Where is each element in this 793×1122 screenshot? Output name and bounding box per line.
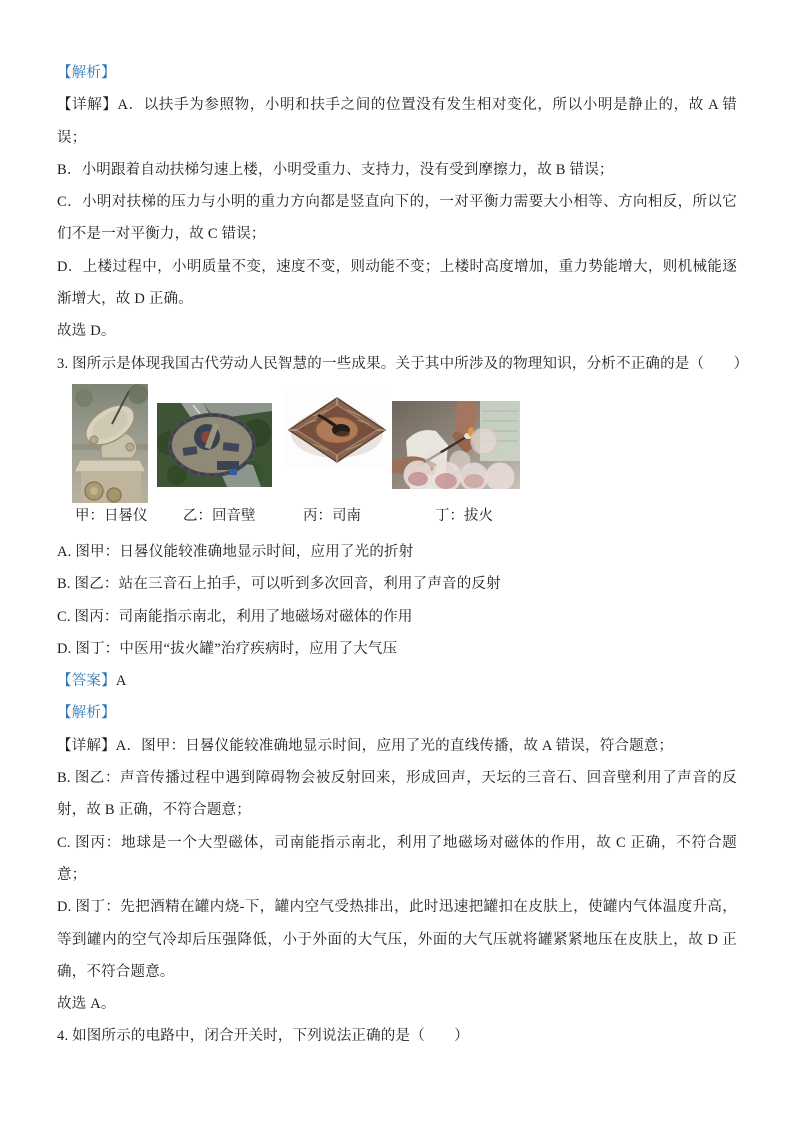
q3-analysis-label: 【解析】 — [57, 705, 116, 722]
fire-cupping-photo-icon — [392, 401, 520, 489]
figure-caption-ding: 丁：拔火 — [435, 507, 493, 524]
q3-detail-d: D. 图丁：先把酒精在罐内烧-下，罐内空气受热排出，此时迅速把罐扣在皮肤上，使罐内气体温度升高，等到罐内的空气冷却后压强降低，小于外面的大气压，外面的大气压就将罐紧紧地压在皮肤上，故 D 正确，不符合题意。 — [57, 899, 737, 980]
q3-option-d: D. 图丁：中医用“拔火罐”治疗疾病时，应用了大气压 — [57, 640, 398, 657]
q2-detail-a: 【详解】A．以扶手为参照物，小明和扶手之间的位置没有发生相对变化，所以小明是静止的，故 A 错误； — [57, 97, 737, 146]
q4-stem: 4. 如图所示的电路中，闭合开关时，下列说法正确的是（ ） — [57, 1028, 469, 1045]
q3-answer-line — [57, 665, 737, 697]
q3-detail-a: 【详解】A．图甲：日晷仪能较准确地显示时间，应用了光的直线传播，故 A 错误，符合题意； — [57, 737, 674, 754]
q2-conclusion: 故选 D。 — [57, 323, 116, 340]
figure-caption-jia: 甲：日晷仪 — [75, 507, 148, 524]
q2-detail-c: C．小明对扶梯的压力与小明的重力方向都是竖直向下的，一对平衡力需要大小相等、方向相反，所以它们不是一对平衡力，故 C 错误； — [57, 194, 737, 243]
q3-option-c: C. 图丙：司南能指示南北，利用了地磁场对磁体的作用 — [57, 608, 413, 625]
q3-conclusion: 故选 A。 — [57, 996, 116, 1013]
q3-option-b: B. 图乙：站在三音石上拍手，可以听到多次回音，利用了声音的反射 — [57, 576, 501, 593]
q2-detail-d: D．上楼过程中，小明质量不变，速度不变，则动能不变；上楼时高度增加，重力势能增大，则机械能逐渐增大，故 D 正确。 — [57, 258, 737, 308]
q2-analysis-label: 【解析】 — [57, 65, 116, 81]
echo-wall-photo-icon — [157, 403, 272, 487]
sinan-compass-photo-icon — [283, 390, 391, 469]
q3-option-a: A. 图甲：日晷仪能较准确地显示时间，应用了光的折射 — [57, 543, 414, 560]
q3-detail-b: B. 图乙：声音传播过程中遇到障碍物会被反射回来，形成回声，天坛的三音石、回音壁利用了声音的反射，故 B 正确，不符合题意； — [57, 770, 737, 819]
q3-detail-c: C. 图丙：地球是一个大型磁体，司南能指示南北，利用了地磁场对磁体的作用，故 C 正确，不符合题意； — [57, 834, 737, 883]
q3-figure-row — [57, 384, 737, 536]
sundial-photo-icon — [72, 384, 148, 503]
q2-detail-b: B．小明跟着自动扶梯匀速上楼，小明受重力、支持力，没有受到摩擦力，故 B 错误； — [57, 161, 614, 178]
q3-answer-label: 【答案】 — [57, 673, 116, 690]
figure-caption-bing: 丙：司南 — [303, 507, 361, 524]
figure-caption-yi: 乙：回音壁 — [183, 507, 256, 524]
q3-stem: 3. 图所示是体现我国古代劳动人民智慧的一些成果。关于其中所涉及的物理知识，分析不正确的是（ ） — [57, 355, 749, 372]
q3-answer-value: A — [115, 673, 127, 690]
